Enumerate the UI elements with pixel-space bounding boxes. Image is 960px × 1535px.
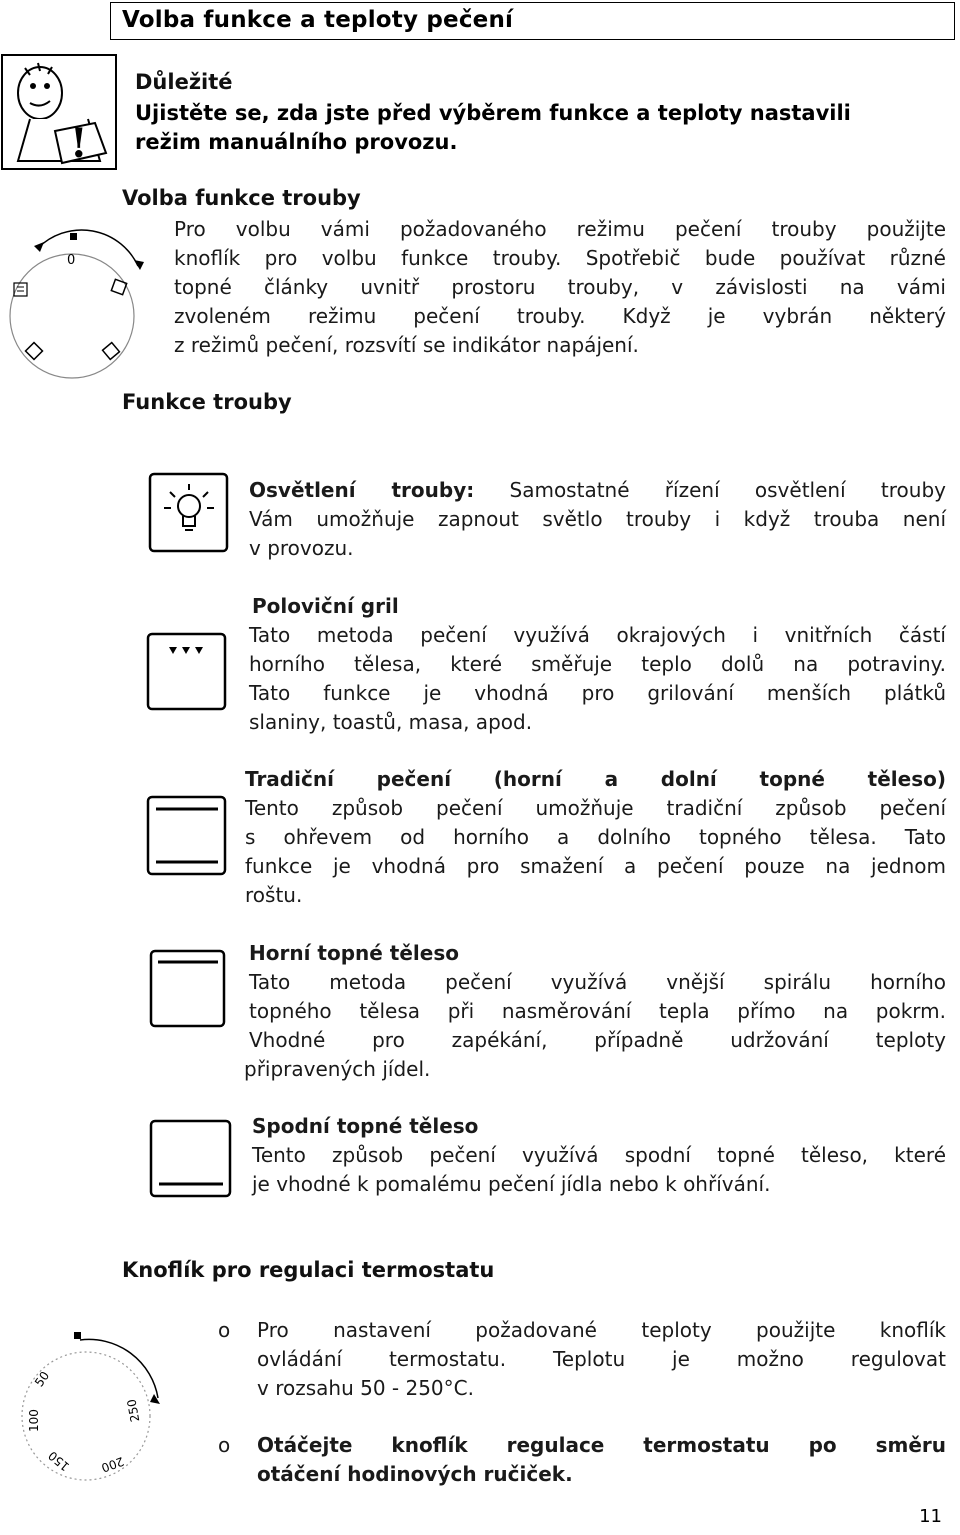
half-grill-description <box>249 592 946 737</box>
dial-label: 150 <box>45 1448 73 1474</box>
top-heat-icon <box>149 949 227 1029</box>
paragraph-line: Tento způsob pečení umožňuje tradiční způsob pečení <box>245 796 946 820</box>
oven-function-paragraph <box>174 215 946 360</box>
paragraph-line: Pro nastavení požadované teploty použijte knoflík <box>257 1318 946 1342</box>
thermostat-heading: Knoflík pro regulaci termostatu <box>122 1258 495 1282</box>
bottom-heat-icon <box>149 1119 233 1199</box>
paragraph-line: Tato metoda pečení využívá okrajových i vnitřních částí <box>249 623 946 647</box>
traditional-description <box>245 765 946 910</box>
dial-label: 250 <box>124 1398 143 1424</box>
svg-text:!: ! <box>70 120 88 167</box>
bottom-heat-description <box>252 1112 946 1199</box>
paragraph-line: Otáčejte knoflík regulace termostatu po směru <box>257 1433 946 1457</box>
thermostat-bullet-1 <box>257 1316 946 1403</box>
light-title-line <box>249 476 946 505</box>
half-grill-title: Poloviční gril <box>252 594 399 618</box>
paragraph-line: Tento způsob pečení využívá spodní topné těleso, které <box>252 1143 946 1167</box>
top-heat-title: Horní topné těleso <box>249 941 459 965</box>
paragraph-line: horního tělesa, které směřuje teplo dolů na potraviny. <box>249 652 946 676</box>
dial-label: 100 <box>27 1409 41 1432</box>
function-knob-zero-label: 0 <box>67 253 76 268</box>
paragraph-line: Tato metoda pečení využívá vnější spirálu horního <box>249 970 946 994</box>
light-title: Osvětlení trouby: <box>249 478 475 502</box>
paragraph-line: Vám umožňuje zapnout světlo trouby i když trouba není <box>249 507 946 531</box>
paragraph-line: topného tělesa při nasměrování tepla přímo na pokrm. <box>249 999 946 1023</box>
paragraph-line: je vhodné k pomalému pečení jídla nebo k ohřívání. <box>252 1172 771 1196</box>
paragraph-line: topné články uvnitř prostoru trouby, v závislosti na vámi <box>174 275 946 299</box>
paragraph-line: s ohřevem od horního a dolního topného tělesa. Tato <box>245 825 946 849</box>
page-title-box <box>110 2 955 40</box>
oven-function-heading: Volba funkce trouby <box>122 186 361 210</box>
bullet-marker: o <box>218 1318 231 1342</box>
paragraph-line: z režimů pečení, rozsvítí se indikátor napájení. <box>174 333 639 357</box>
page-title: Volba funkce a teploty pečení <box>122 7 514 33</box>
paragraph-line: Pro volbu vámi požadovaného režimu pečení trouby použijte <box>174 217 946 241</box>
important-line: režim manuálního provozu. <box>135 130 458 154</box>
warning-cartoon-icon <box>0 53 118 173</box>
half-grill-icon <box>146 632 228 712</box>
paragraph-line: slaniny, toastů, masa, apod. <box>249 710 533 734</box>
bullet-marker: o <box>218 1433 231 1457</box>
important-line: Ujistěte se, zda jste před výběrem funkce a teploty nastavili <box>135 101 851 125</box>
top-bottom-heat-icon <box>146 795 228 877</box>
paragraph-line: připravených jídel. <box>244 1057 431 1081</box>
page-number: 11 <box>919 1506 942 1527</box>
paragraph-line: knoflík pro volbu funkce trouby. Spotřebič bude používat různé <box>174 246 946 270</box>
bottom-heat-title: Spodní topné těleso <box>252 1114 479 1138</box>
dial-label: 200 <box>99 1454 126 1475</box>
paragraph-line: v rozsahu 50 - 250°C. <box>257 1376 474 1400</box>
paragraph-line: otáčení hodinových ručiček. <box>257 1462 573 1486</box>
paragraph-line: zvoleném režimu pečení trouby. Když je vybrán některý <box>174 304 946 328</box>
light-title-rest: Samostatné řízení osvětlení trouby <box>474 478 946 502</box>
traditional-title: Tradiční pečení (horní a dolní topné těleso) <box>245 767 946 791</box>
paragraph-line: Vhodné pro zapékání, případně udržování teploty <box>249 1028 946 1052</box>
important-label: Důležité <box>135 70 233 94</box>
function-knob-icon <box>0 228 150 383</box>
thermostat-bullet-2 <box>257 1431 946 1489</box>
paragraph-line: funkce je vhodná pro smažení a pečení pouze na jednom <box>245 854 946 878</box>
dial-label: 50 <box>31 1368 53 1390</box>
light-bulb-icon <box>148 472 230 554</box>
thermostat-dial-icon <box>8 1328 163 1483</box>
paragraph-line: v provozu. <box>249 536 354 560</box>
top-heat-description <box>244 939 946 1084</box>
important-text <box>135 99 851 157</box>
paragraph-line: ovládání termostatu. Teplotu je možno regulovat <box>257 1347 946 1371</box>
paragraph-line: Tato funkce je vhodná pro grilování menších plátků <box>249 681 946 705</box>
paragraph-line: roštu. <box>245 883 303 907</box>
functions-heading: Funkce trouby <box>122 390 292 414</box>
light-description <box>249 476 946 563</box>
